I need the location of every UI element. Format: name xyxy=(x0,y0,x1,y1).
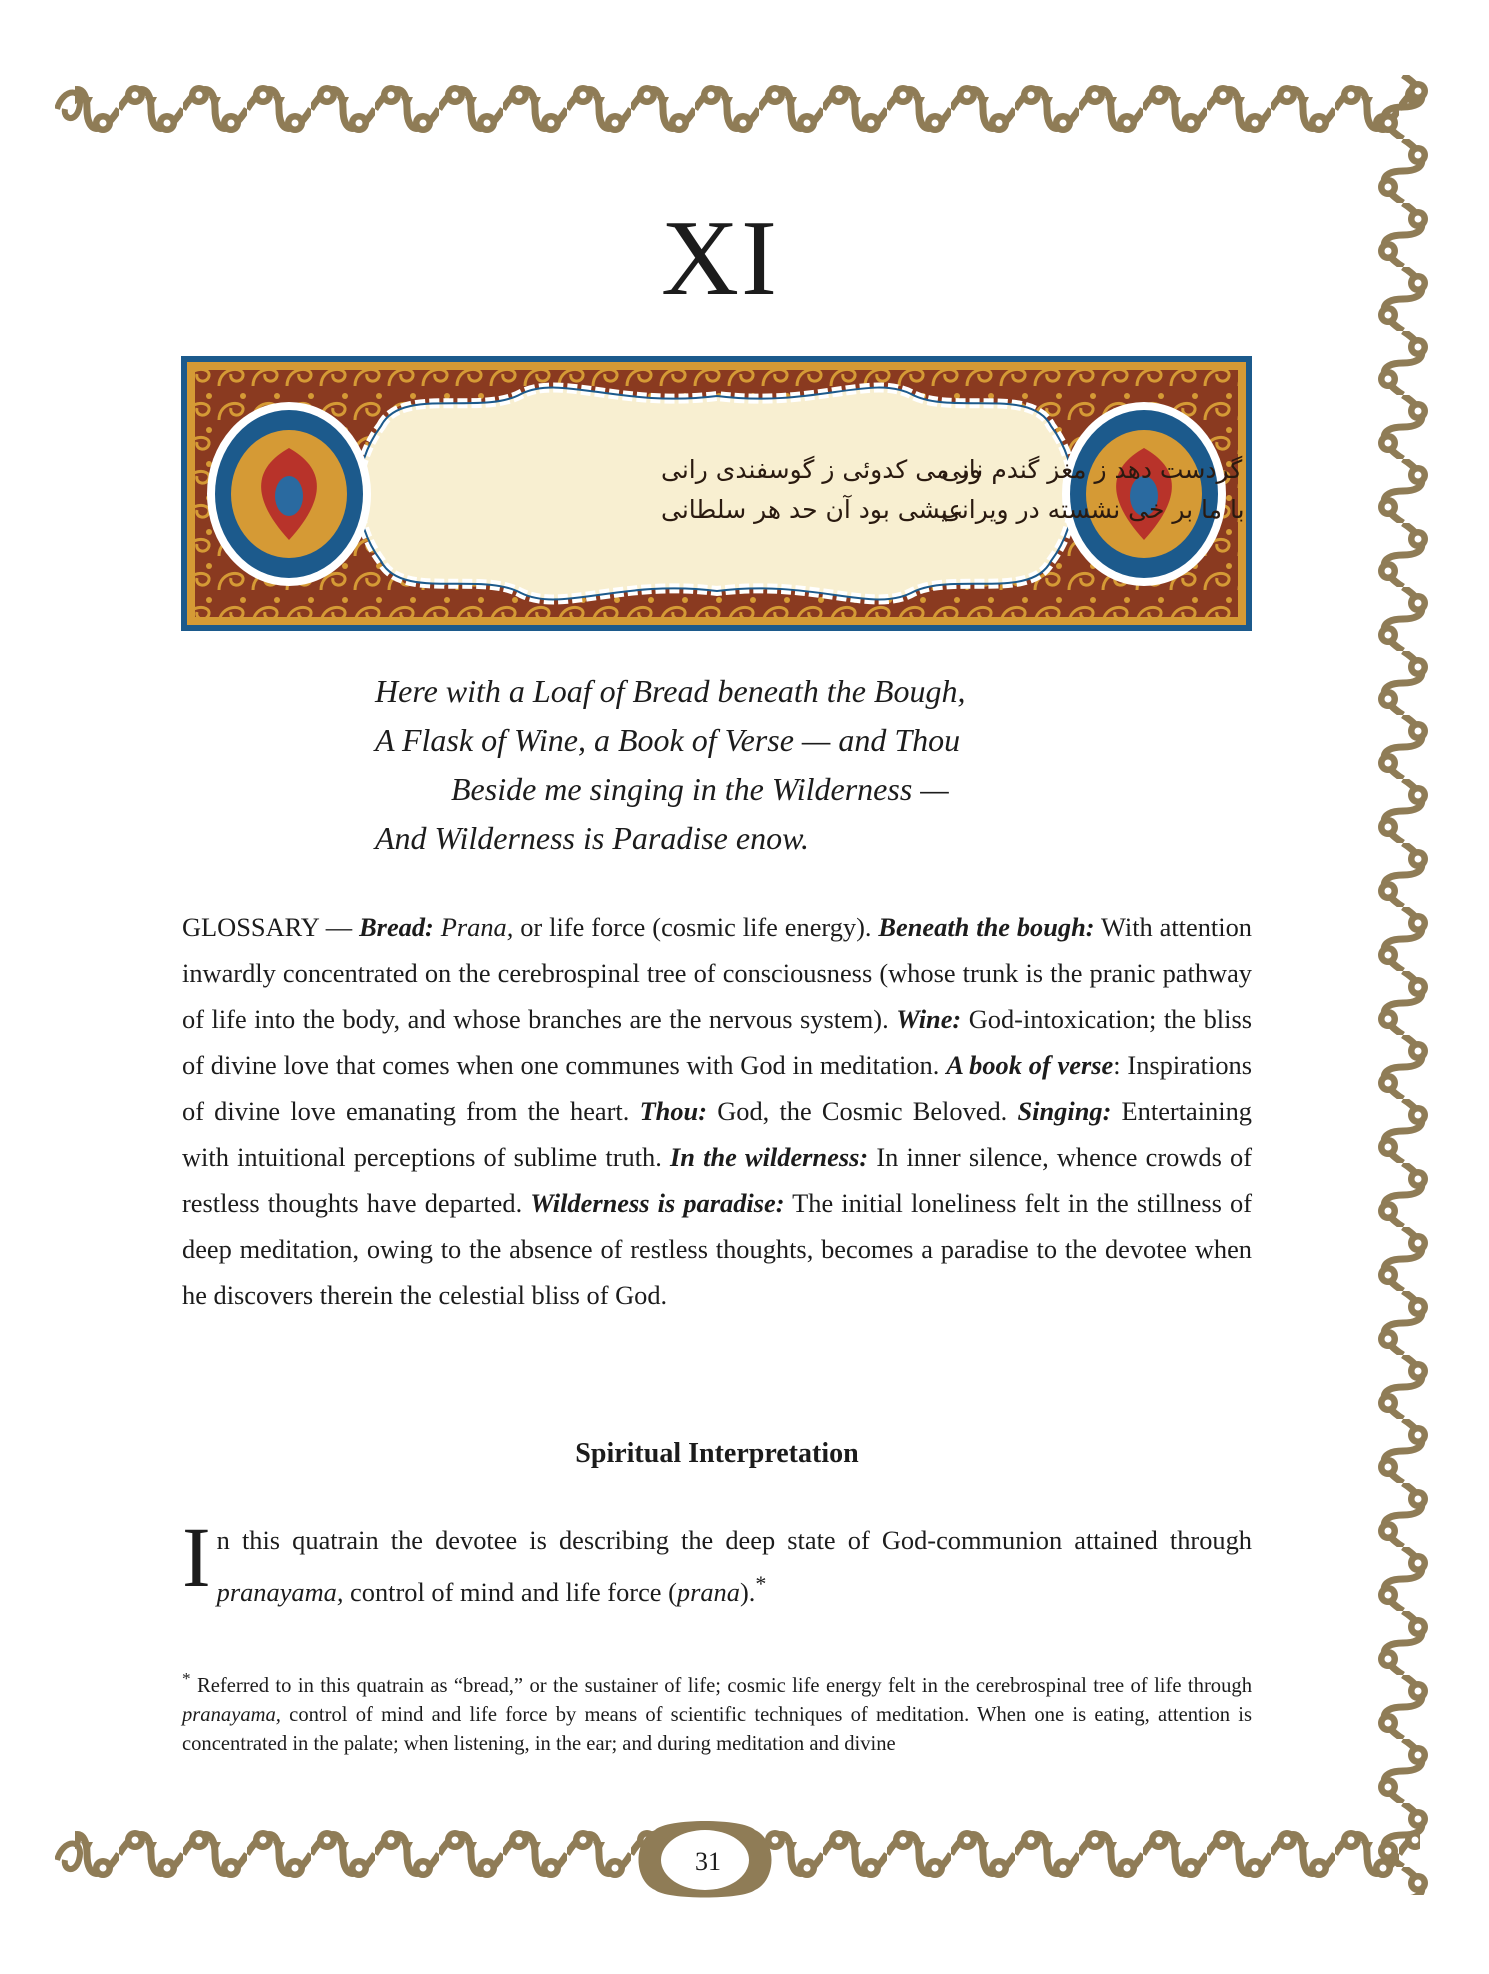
verse-line: And Wilderness is Paradise enow. xyxy=(375,820,810,856)
quatrain-verse xyxy=(375,667,1095,863)
footnote-text: control of mind and life force by means of scientific techniques of meditation. When one is eating, attention is concentrated in the palate; when listening, in the ear; and during meditation and divine xyxy=(182,1703,1252,1755)
footnote-text: Referred to in this quatrain as “bread,” or the sustainer of life; cosmic life energy felt in the cerebrospinal tree of life through xyxy=(190,1674,1252,1697)
glossary-definition: God, the Cosmic Beloved. xyxy=(707,1096,1018,1126)
intro-text: control of mind and life force ( xyxy=(343,1576,677,1607)
footnote-mark: * xyxy=(182,1669,191,1688)
glossary-definition: God-intoxication; the bliss of divine love that comes when one communes with God in meditation. xyxy=(182,1004,1252,1080)
persian-verse-right-1: گردست دهد ز مغز گندم نانی xyxy=(941,455,1243,484)
drop-cap: I xyxy=(182,1509,211,1605)
footnote-marker: * xyxy=(755,1571,767,1596)
glossary-term: Singing: xyxy=(1017,1096,1112,1126)
section-heading: Spiritual Interpretation xyxy=(575,1438,859,1469)
verse-line: Beside me singing in the Wilderness — xyxy=(451,771,949,807)
glossary-lead: GLOSSARY — xyxy=(182,912,360,942)
glossary-definition: : Inspirations of divine love emanating from the heart. xyxy=(182,1050,1253,1126)
glossary-definition: The initial loneliness felt in the stillness of deep meditation, owing to the absence of restless thoughts, becomes a paradise to the devotee when he discovers therein the celestial bliss of God. xyxy=(182,1188,1252,1310)
verse-line: A Flask of Wine, a Book of Verse — and Thou xyxy=(375,722,961,758)
intro-text: n this quatrain the devotee is describing the deep state of God-communion attained through xyxy=(216,1525,1252,1555)
verse-line: Here with a Loaf of Bread beneath the Bough, xyxy=(375,673,966,709)
right-ornamental-border xyxy=(1368,75,1438,1895)
glossary-term: Wine: xyxy=(896,1004,962,1034)
intro-italic: prana xyxy=(676,1576,740,1607)
page-number: 31 xyxy=(695,1847,721,1876)
persian-verse-right-2: با ما بر خی نشسته در ویرانی xyxy=(941,495,1245,524)
glossary-definition: or life force (cosmic life energy). xyxy=(513,912,879,942)
persian-verse-left-2: عیشی بود آن حد هر سلطانی xyxy=(661,495,964,524)
intro-italic: pranayama, xyxy=(216,1576,344,1607)
glossary-term: A book of verse xyxy=(946,1050,1114,1080)
top-ornamental-border xyxy=(55,75,1420,143)
glossary-term: Thou: xyxy=(639,1096,708,1126)
persian-calligraphy-panel xyxy=(181,356,1252,631)
glossary-definition: Entertaining with intuitional perceptions of sublime truth. xyxy=(182,1096,1252,1172)
glossary-definition: In inner silence, whence crowds of restless thoughts have departed. xyxy=(182,1142,1252,1218)
footnote xyxy=(182,1664,1252,1759)
glossary-term: Bread: xyxy=(359,912,434,942)
glossary-definition: With attention inwardly concentrated on the cerebrospinal tree of consciousness (whose trunk is the pranic pathway of life into the body, and whose branches are the nervous system). xyxy=(182,912,1252,1034)
footnote-italic: pranayama, xyxy=(182,1703,281,1726)
intro-text: ). xyxy=(739,1576,756,1607)
glossary-term: Beneath the bough: xyxy=(878,912,1095,942)
chapter-numeral: XI xyxy=(661,199,779,318)
glossary-term: Wilderness is paradise: xyxy=(530,1188,785,1218)
glossary-italic: Prana, xyxy=(440,912,514,942)
interpretation-paragraph xyxy=(182,1509,1252,1614)
persian-verse-left-1: وز می کدوئی ز گوسفندی رانی xyxy=(661,455,982,484)
glossary-paragraph xyxy=(182,904,1252,1318)
glossary-term: In the wilderness: xyxy=(670,1142,869,1172)
